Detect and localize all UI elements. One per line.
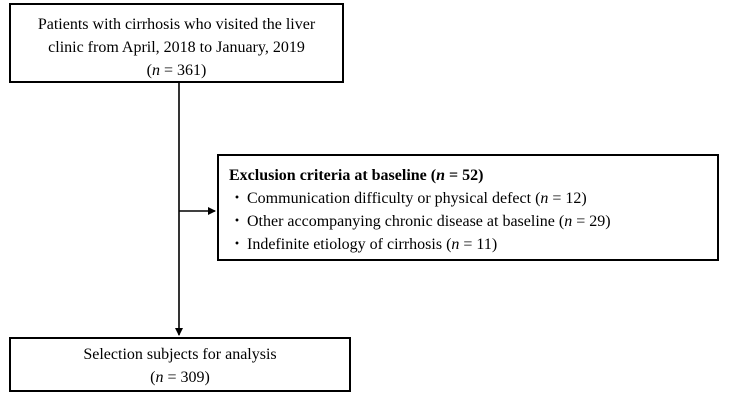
exclusion-item-indefinite-etiology: ・ Indefinite etiology of cirrhosis (n = 11)	[229, 233, 717, 256]
enrolled-line-2: clinic from April, 2018 to January, 2019	[48, 39, 305, 56]
selected-line-1: Selection subjects for analysis	[83, 346, 277, 363]
exclusion-criteria-box	[217, 154, 719, 261]
selected-count: (n = 309)	[150, 369, 210, 386]
bullet-icon: ・	[229, 236, 246, 253]
exclusion-item-communication: ・ Communication difficulty or physical defect (n = 12)	[229, 187, 717, 210]
exclusion-item-chronic-disease: ・ Other accompanying chronic disease at baseline (n = 29)	[229, 210, 717, 233]
exclusion-title: Exclusion criteria at baseline (n = 52)	[229, 167, 484, 184]
bullet-icon: ・	[229, 190, 246, 207]
bullet-icon: ・	[229, 213, 246, 230]
enrolled-count: (n = 361)	[146, 62, 207, 79]
enrolled-line-1: Patients with cirrhosis who visited the liver	[37, 16, 316, 33]
enrolled-patients-box	[9, 3, 344, 83]
selected-subjects-box	[9, 337, 351, 392]
